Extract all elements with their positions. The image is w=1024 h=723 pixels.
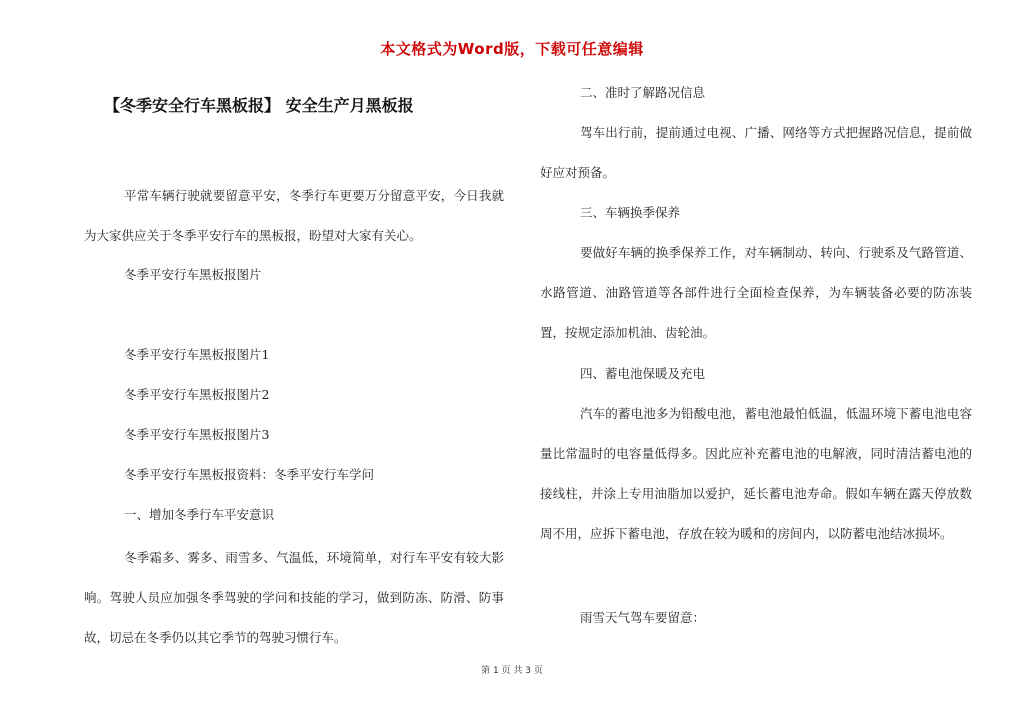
intro-paragraph: 平常车辆行驶就要留意平安，冬季行车更要万分留意平安，今日我就为大家供应关于冬季平安行车的黑板报，盼望对大家有关心。: [84, 188, 504, 243]
section-1-heading: 一、增加冬季行车平安意识: [124, 507, 275, 522]
pic-caption-2: 冬季平安行车黑板报图片2: [124, 387, 270, 402]
page-number: 第 1 页 共 3 页: [481, 666, 543, 676]
section-1-body: 冬季霜多、雾多、雨雪多、气温低，环境简单，对行车平安有较大影响。驾驶人员应加强冬季驾驶的学问和技能的学习，做到防冻、防滑、防事故，切忌在冬季仍以其它季节的驾驶习惯行车。: [84, 550, 504, 645]
section-4-body: 汽车的蓄电池多为铅酸电池，蓄电池最怕低温，低温环境下蓄电池电容量比常温时的电容量低得多。因此应补充蓄电池的电解液，同时清洁蓄电池的接线柱，并涂上专用油脂加以爱护，延长蓄电池寿命。假如车辆在露天停放数周不用，应拆下蓄电池，存放在较为暖和的房间内，以防蓄电池结冰损坏。: [540, 406, 972, 541]
pic-caption-1: 冬季平安行车黑板报图片1: [124, 347, 270, 362]
section-2-heading: 二、准时了解路况信息: [580, 85, 706, 100]
section-3-body: 要做好车辆的换季保养工作，对车辆制动、转向、行驶系及气路管道、水路管道、油路管道等各部件进行全面检查保养，为车辆装备必要的防冻装置，按规定添加机油、齿轮油。: [540, 245, 972, 340]
section-4-heading: 四、蓄电池保暖及充电: [580, 366, 706, 381]
download-banner: 本文格式为Word版，下载可任意编辑: [380, 40, 644, 58]
material-heading: 冬季平安行车黑板报资料：冬季平安行车学问: [124, 467, 375, 482]
rain-snow-heading: 雨雪天气驾车要留意：: [580, 610, 706, 625]
pic-heading: 冬季平安行车黑板报图片: [124, 267, 262, 282]
pic-caption-3: 冬季平安行车黑板报图片3: [124, 427, 270, 442]
section-3-heading: 三、车辆换季保养: [580, 205, 681, 220]
document-title: 【冬季安全行车黑板报】 安全生产月黑板报: [104, 96, 414, 115]
section-2-body: 驾车出行前，提前通过电视、广播、网络等方式把握路况信息，提前做好应对预备。: [540, 125, 972, 180]
